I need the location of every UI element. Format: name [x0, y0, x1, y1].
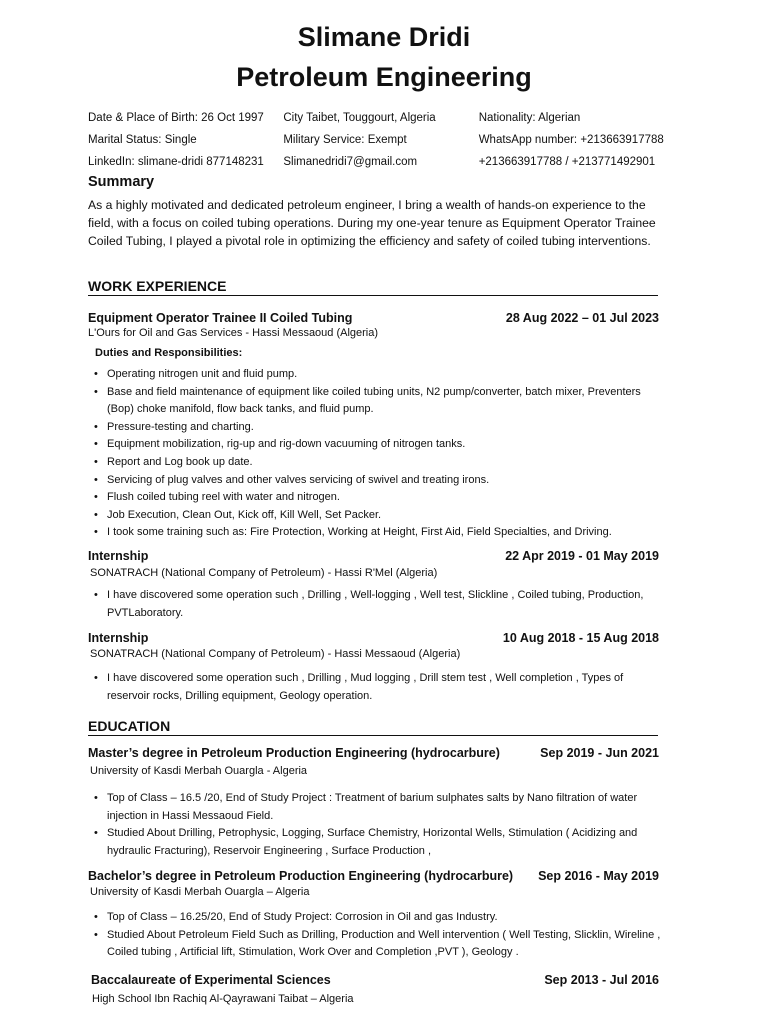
- list-item: • Pressure-testing and charting.: [92, 419, 667, 437]
- degree-school: University of Kasdi Merbah Ouargla – Algeria: [90, 886, 310, 898]
- nationality-info: Nationality: Algerian: [478, 112, 581, 124]
- list-item: • Flush coiled tubing reel with water and nitrogen.: [92, 489, 667, 507]
- list-item: • Job Execution, Clean Out, Kick off, Kill Well, Set Packer.: [92, 507, 667, 525]
- list-item: • I have discovered some operation such , Drilling , Mud logging , Drill stem test , Well completion , Types of reservoir rocks, Drilling equipment, Geology operation.: [92, 670, 667, 705]
- phone-numbers: +213663917788 / +213771492901: [478, 156, 656, 168]
- military-service-info: Military Service: Exempt: [283, 134, 407, 146]
- degree-details-list: [92, 790, 667, 860]
- info-row: [88, 151, 688, 173]
- birth-info: Date & Place of Birth: 26 Oct 1997: [88, 112, 264, 124]
- list-item: • I took some training such as: Fire Protection, Working at Height, First Aid, Field Specialties, and Driving.: [92, 524, 667, 542]
- whatsapp-info: WhatsApp number: +213663917788: [478, 134, 664, 146]
- degree-title: Baccalaureate of Experimental Sciences: [91, 973, 331, 987]
- job-title: Internship: [88, 631, 149, 645]
- job-title: Equipment Operator Trainee II Coiled Tubing: [88, 311, 353, 325]
- candidate-name: Slimane Dridi: [297, 22, 471, 52]
- job-title: Internship: [88, 549, 149, 563]
- job-duties-list: [92, 587, 667, 622]
- degree-dates: Sep 2019 - Jun 2021: [540, 746, 659, 760]
- degree-dates: Sep 2013 - Jul 2016: [544, 973, 659, 987]
- list-item: • Studied About Petroleum Field Such as Drilling, Production and Well intervention ( Well Testing, Slicklin, Wireline , Coiled tubing , Artificial lift, Stimulation, Work Over and Completion ,PVT ), Geology .: [92, 927, 667, 962]
- summary-text: As a highly motivated and dedicated petroleum engineer, I bring a wealth of hands-on experience to the field, with a focus on coiled tubing operations. During my one-year tenure as Equipment Operator Trainee Coiled Tubing, I played a pivotal role in optimizing the efficiency and safety of coiled tubing interventions.: [88, 198, 656, 248]
- job-header: [88, 549, 659, 563]
- job-dates: 10 Aug 2018 - 15 Aug 2018: [502, 631, 659, 645]
- personal-info: [88, 107, 688, 173]
- job-company: L'Ours for Oil and Gas Services - Hassi Messaoud (Algeria): [88, 327, 379, 339]
- education-header: [91, 973, 659, 987]
- info-row: [88, 129, 688, 151]
- education-header: [88, 869, 659, 883]
- list-item: • Base and field maintenance of equipment like coiled tubing units, N2 pump/converter, batch mixer, Preventers (Bop) choke manifold, flow back tanks, and fluid pump.: [92, 384, 667, 419]
- list-item: • Top of Class – 16.5 /20, End of Study Project : Treatment of barium sulphates salts by Nano filtration of water injection in Hassi Messaoud Field.: [92, 790, 667, 825]
- list-item: • Top of Class – 16.25/20, End of Study Project: Corrosion in Oil and gas Industry.: [92, 909, 667, 927]
- job-header: [88, 631, 659, 645]
- summary-heading: Summary: [88, 174, 155, 190]
- job-duties-list: [92, 366, 667, 542]
- education-heading: EDUCATION: [88, 718, 171, 734]
- degree-title: Bachelor’s degree in Petroleum Production Engineering (hydrocarbure): [88, 869, 514, 883]
- marital-status-info: Marital Status: Single: [88, 134, 197, 146]
- list-item: • I have discovered some operation such , Drilling , Well-logging , Well test, Slickline , Coiled tubing, Production, PVTLaboratory.: [92, 587, 667, 622]
- list-item: • Studied About Drilling, Petrophysic, Logging, Surface Chemistry, Horizontal Wells, Stimulation ( Acidizing and hydraulic Fracturing), Reservoir Engineering , Surface Production ,: [92, 825, 667, 860]
- section-divider: [88, 295, 658, 296]
- degree-title: Master’s degree in Petroleum Production Engineering (hydrocarbure): [88, 746, 500, 760]
- education-header: [88, 746, 659, 760]
- job-dates: 28 Aug 2022 – 01 Jul 2023: [505, 311, 659, 325]
- job-dates: 22 Apr 2019 - 01 May 2019: [505, 549, 659, 563]
- degree-school: University of Kasdi Merbah Ouargla - Algeria: [90, 765, 308, 777]
- job-header: [88, 311, 659, 325]
- duties-label: Duties and Responsibilities:: [95, 347, 243, 359]
- degree-dates: Sep 2016 - May 2019: [538, 869, 659, 883]
- job-duties-list: [92, 670, 667, 705]
- candidate-title: Petroleum Engineering: [236, 62, 532, 92]
- job-company: SONATRACH (National Company of Petroleum) - Hassi R'Mel (Algeria): [90, 567, 438, 579]
- job-company: SONATRACH (National Company of Petroleum) - Hassi Messaoud (Algeria): [90, 648, 461, 660]
- list-item: • Operating nitrogen unit and fluid pump.: [92, 366, 667, 384]
- section-divider: [88, 735, 658, 736]
- list-item: • Servicing of plug valves and other valves servicing of swivel and treating irons.: [92, 472, 667, 490]
- list-item: • Report and Log book up date.: [92, 454, 667, 472]
- work-experience-heading: WORK EXPERIENCE: [88, 278, 227, 294]
- info-row: [88, 107, 688, 129]
- city-info: City Taibet, Touggourt, Algeria: [283, 112, 436, 124]
- email-link[interactable]: Slimanedridi7@gmail.com: [283, 156, 418, 168]
- linkedin-link[interactable]: LinkedIn: slimane-dridi 877148231: [88, 156, 264, 168]
- list-item: • Equipment mobilization, rig-up and rig-down vacuuming of nitrogen tanks.: [92, 436, 667, 454]
- degree-school: High School Ibn Rachiq Al-Qayrawani Taibat – Algeria: [92, 993, 354, 1005]
- degree-details-list: [92, 909, 667, 962]
